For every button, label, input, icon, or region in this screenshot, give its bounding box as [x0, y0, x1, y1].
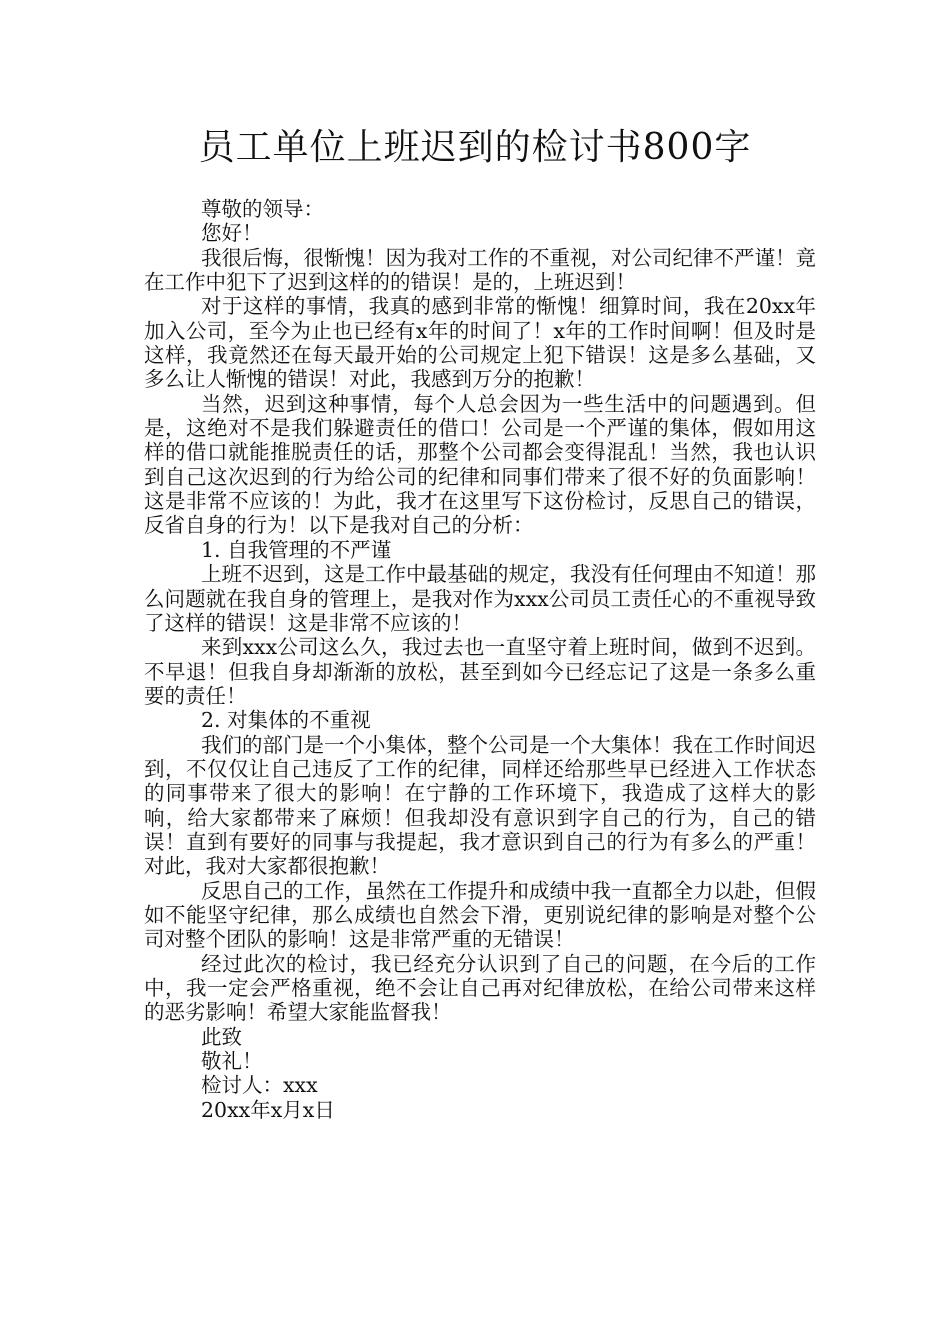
body-paragraph: 对于这样的事情，我真的感到非常的惭愧！细算时间，我在20xx年加入公司，至今为止也已经有x年的时间了！x年的工作时间啊！但及时是这样，我竟然还在每天最开始的公司规定上犯下错误！这是多么基础，又多么让人惭愧的错误！对此，我感到万分的抱歉！: [144, 294, 816, 392]
closing-line: 敬礼！: [201, 1049, 263, 1074]
body-paragraph: 经过此次的检讨，我已经充分认识到了自己的问题，在今后的工作中，我一定会严格重视，绝不会让自己再对纪律放松，在给公司带来这样的恶劣影响！希望大家能监督我！: [144, 951, 816, 1025]
date-line: 20xx年x月x日: [201, 1097, 335, 1122]
signer-line: 检讨人：xxx: [201, 1073, 318, 1098]
body-paragraph: 上班不迟到，这是工作中最基础的规定，我没有任何理由不知道！那么问题就在我自身的管理上，是我对作为xxx公司员工责任心的不重视导致了这样的错误！这是非常不应该的！: [144, 562, 816, 635]
salutation: 尊敬的领导：: [201, 197, 324, 221]
body-paragraph: 反思自己的工作，虽然在工作提升和成绩中我一直都全力以赴，但假如不能坚守纪律，那么成绩也自然会下滑，更别说纪律的影响是对整个公司对整个团队的影响！这是非常严重的无错误！: [144, 878, 816, 952]
body-paragraph: 我很后悔，很惭愧！因为我对工作的不重视，对公司纪律不严谨！竟在工作中犯下了迟到这样的的错误！是的，上班迟到！: [144, 245, 816, 295]
closing-line: 此致: [201, 1024, 242, 1049]
document-title: 员工单位上班迟到的检讨书800字: [198, 127, 752, 168]
document-body: [144, 197, 816, 1122]
greeting: 您好！: [201, 221, 263, 246]
section-heading: 1. 自我管理的不严谨: [201, 537, 392, 562]
body-paragraph: 我们的部门是一个小集体，整个公司是一个大集体！我在工作时间迟到，不仅仅让自己违反了工作的纪律，同样还给那些早已经进入工作状态的同事带来了很大的影响！在宁静的工作环境下，我造成了这样大的影响，给大家都带来了麻烦！但我却没有意识到字自己的行为，自己的错误！直到有要好的同事与我提起，我才意识到自己的行为有多么的严重！对此，我对大家都很抱歉！: [144, 732, 816, 879]
body-paragraph: 当然，迟到这种事情，每个人总会因为一些生活中的问题遇到。但是，这绝对不是我们躲避责任的借口！公司是一个严谨的集体，假如用这样的借口就能推脱责任的话，那整个公司都会变得混乱！当然，我也认识到自己这次迟到的行为给公司的纪律和同事们带来了很不好的负面影响！这是非常不应该的！为此，我才在这里写下这份检讨，反思自己的错误，反省自身的行为！以下是我对自己的分析：: [144, 391, 816, 538]
section-heading: 2. 对集体的不重视: [201, 708, 371, 733]
body-paragraph: 来到xxx公司这么久，我过去也一直坚守着上班时间，做到不迟到。不早退！但我自身却渐渐的放松，甚至到如今已经忘记了这是一条多么重要的责任！: [144, 635, 816, 708]
